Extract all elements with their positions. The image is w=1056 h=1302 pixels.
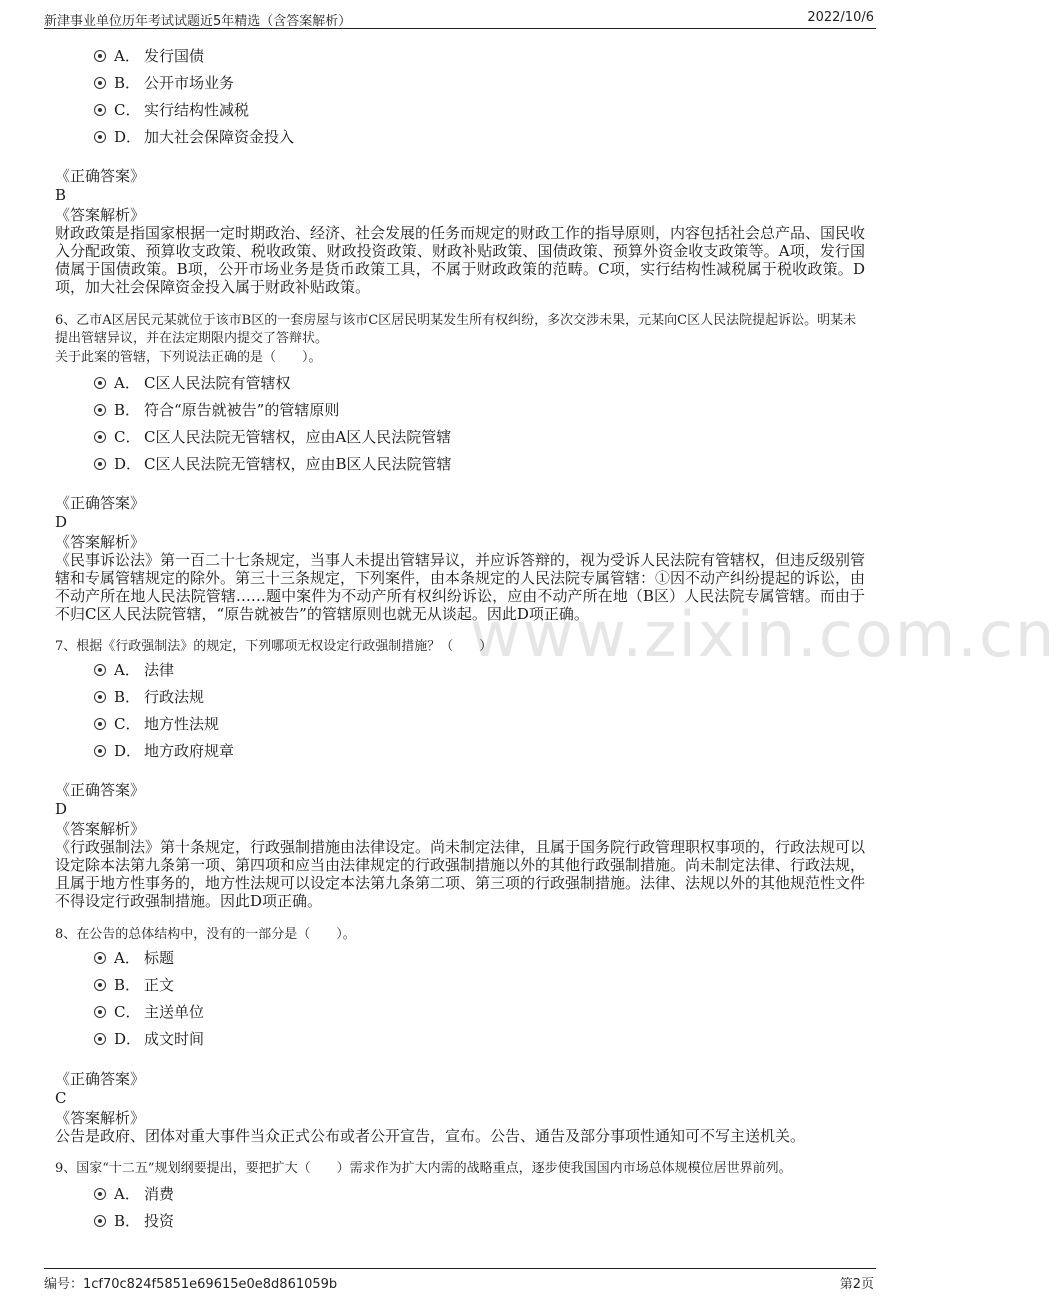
radio-icon[interactable]: [94, 1033, 106, 1045]
q6-analysis-label: 《答案解析》: [55, 533, 146, 551]
option-letter: D．: [114, 742, 142, 760]
q7-answer-label: 《正确答案》: [55, 781, 146, 799]
option-letter: A．: [114, 1185, 140, 1203]
option-text: C区人民法院无管辖权，应由B区人民法院管辖: [144, 455, 452, 473]
option-letter: D．: [114, 128, 142, 146]
radio-icon[interactable]: [94, 377, 106, 389]
q6-answer-label: 《正确答案》: [55, 494, 146, 512]
option-text: 地方性法规: [144, 715, 220, 733]
option-text: 地方政府规章: [144, 742, 235, 760]
option-letter: A．: [114, 949, 140, 967]
option-text: 行政法规: [144, 688, 205, 706]
radio-icon[interactable]: [94, 1188, 106, 1200]
radio-icon[interactable]: [94, 50, 106, 62]
option-text: 实行结构性减税: [144, 101, 250, 119]
radio-icon[interactable]: [94, 1215, 106, 1227]
page-footer: [44, 1268, 876, 1293]
q9-stem: 9、国家“十二五”规划纲要提出，要把扩大（ ）需求作为扩大内需的战略重点，逐步使我国国内市场总体规模位居世界前列。: [55, 1161, 792, 1176]
q6-stem-question: 关于此案的管辖，下列说法正确的是（ ）。: [55, 350, 322, 365]
option-text: 法律: [144, 661, 175, 679]
option-text: 消费: [144, 1185, 175, 1203]
option-letter: C．: [114, 428, 141, 446]
radio-icon[interactable]: [94, 664, 106, 676]
option-letter: B．: [114, 401, 141, 419]
radio-icon[interactable]: [94, 952, 106, 964]
option-letter: B．: [114, 1212, 141, 1230]
option-text: 标题: [144, 949, 175, 967]
radio-icon[interactable]: [94, 745, 106, 757]
q6-analysis: 《民事诉讼法》第一百二十七条规定，当事人未提出管辖异议，并应诉答辩的，视为受诉人民法院有管辖权，但违反级别管辖和专属管辖规定的除外。第三十三条规定，下列案件，由本条规定的人民法院专属管辖：①因不动产纠纷提起的诉讼，由不动产所在地人民法院管辖……题中案件为不动产所有权纠纷诉讼，应由不动产所在地（B区）人民法院专属管辖。而由于不归C区人民法院管辖，“原告就被告”的管辖原则也就无从谈起。因此D项正确。: [55, 551, 866, 623]
option-text: 投资: [144, 1212, 175, 1230]
option-letter: D．: [114, 1030, 142, 1048]
option-letter: B．: [114, 976, 141, 994]
option-text: 符合“原告就被告”的管辖原则: [144, 401, 340, 419]
option-text: 加大社会保障资金投入: [144, 128, 295, 146]
radio-icon[interactable]: [94, 404, 106, 416]
document-date: 2022/10/6: [807, 10, 874, 25]
radio-icon[interactable]: [94, 77, 106, 89]
document-title: 新津事业单位历年考试试题近5年精选（含答案解析）: [44, 14, 352, 29]
radio-icon[interactable]: [94, 131, 106, 143]
option-text: 公开市场业务: [144, 74, 235, 92]
page-number: 第2页: [839, 1277, 874, 1292]
option-letter: C．: [114, 1003, 141, 1021]
q6-stem: 6、乙市A区居民元某就位于该市B区的一套房屋与该市C区居民明某发生所有权纠纷，多次交涉未果，元某向C区人民法院提起诉讼。明某未提出管辖异议，并在法定期限内提交了答辩状。: [55, 313, 857, 346]
option-text: 发行国债: [144, 47, 205, 65]
page-header: [44, 6, 876, 29]
option-letter: A．: [114, 47, 140, 65]
q5-analysis: 财政政策是指国家根据一定时期政治、经济、社会发展的任务而规定的财政工作的指导原则，内容包括社会总产品、国民收入分配政策、预算收支政策、税收政策、财政投资政策、财政补贴政策、国债政策、预算外资金收支政策等。A项，发行国债属于国债政策。B项，公开市场业务是货币政策工具，不属于财政政策的范畴。C项，实行结构性减税属于税收政策。D项，加大社会保障资金投入属于财政补贴政策。: [55, 224, 866, 296]
q8-answer: C: [55, 1089, 67, 1107]
radio-icon[interactable]: [94, 979, 106, 991]
option-letter: B．: [114, 688, 141, 706]
option-letter: A．: [114, 374, 140, 392]
option-text: 成文时间: [144, 1030, 205, 1048]
option-letter: B．: [114, 74, 141, 92]
q7-stem: 7、根据《行政强制法》的规定，下列哪项无权设定行政强制措施？（ ）: [55, 639, 493, 654]
radio-icon[interactable]: [94, 691, 106, 703]
radio-icon[interactable]: [94, 104, 106, 116]
q6-answer: D: [55, 513, 68, 531]
q8-stem: 8、在公告的总体结构中，没有的一部分是（ ）。: [55, 927, 356, 942]
q5-answer: B: [55, 186, 67, 204]
q7-analysis: 《行政强制法》第十条规定，行政强制措施由法律设定。尚未制定法律，且属于国务院行政管理职权事项的，行政法规可以设定除本法第九条第一项、第四项和应当由法律规定的行政强制措施以外的其他行政强制措施。尚未制定法律、行政法规，且属于地方性事务的，地方性法规可以设定本法第九条第二项、第三项的行政强制措施。法律、法规以外的其他规范性文件不得设定行政强制措施。因此D项正确。: [55, 838, 866, 910]
option-text: C区人民法院无管辖权，应由A区人民法院管辖: [144, 428, 452, 446]
q8-answer-label: 《正确答案》: [55, 1070, 146, 1088]
radio-icon[interactable]: [94, 718, 106, 730]
option-letter: C．: [114, 715, 141, 733]
q5-analysis-label: 《答案解析》: [55, 206, 146, 224]
document-code: 编号：1cf70c824f5851e69615e0e8d861059b: [44, 1277, 338, 1292]
q8-analysis: 公告是政府、团体对重大事件当众正式公布或者公开宣告，宣布。公告、通告及部分事项性通知可不写主送机关。: [55, 1127, 806, 1145]
option-letter: A．: [114, 661, 140, 679]
q7-analysis-label: 《答案解析》: [55, 820, 146, 838]
option-letter: D．: [114, 455, 142, 473]
option-letter: C．: [114, 101, 141, 119]
q8-analysis-label: 《答案解析》: [55, 1109, 146, 1127]
option-text: 正文: [144, 976, 175, 994]
option-text: 主送单位: [144, 1003, 205, 1021]
q7-answer: D: [55, 800, 68, 818]
radio-icon[interactable]: [94, 1006, 106, 1018]
option-text: C区人民法院有管辖权: [144, 374, 291, 392]
radio-icon[interactable]: [94, 431, 106, 443]
watermark: www.zixin.com.cn: [470, 598, 1056, 671]
radio-icon[interactable]: [94, 458, 106, 470]
q5-answer-label: 《正确答案》: [55, 167, 146, 185]
